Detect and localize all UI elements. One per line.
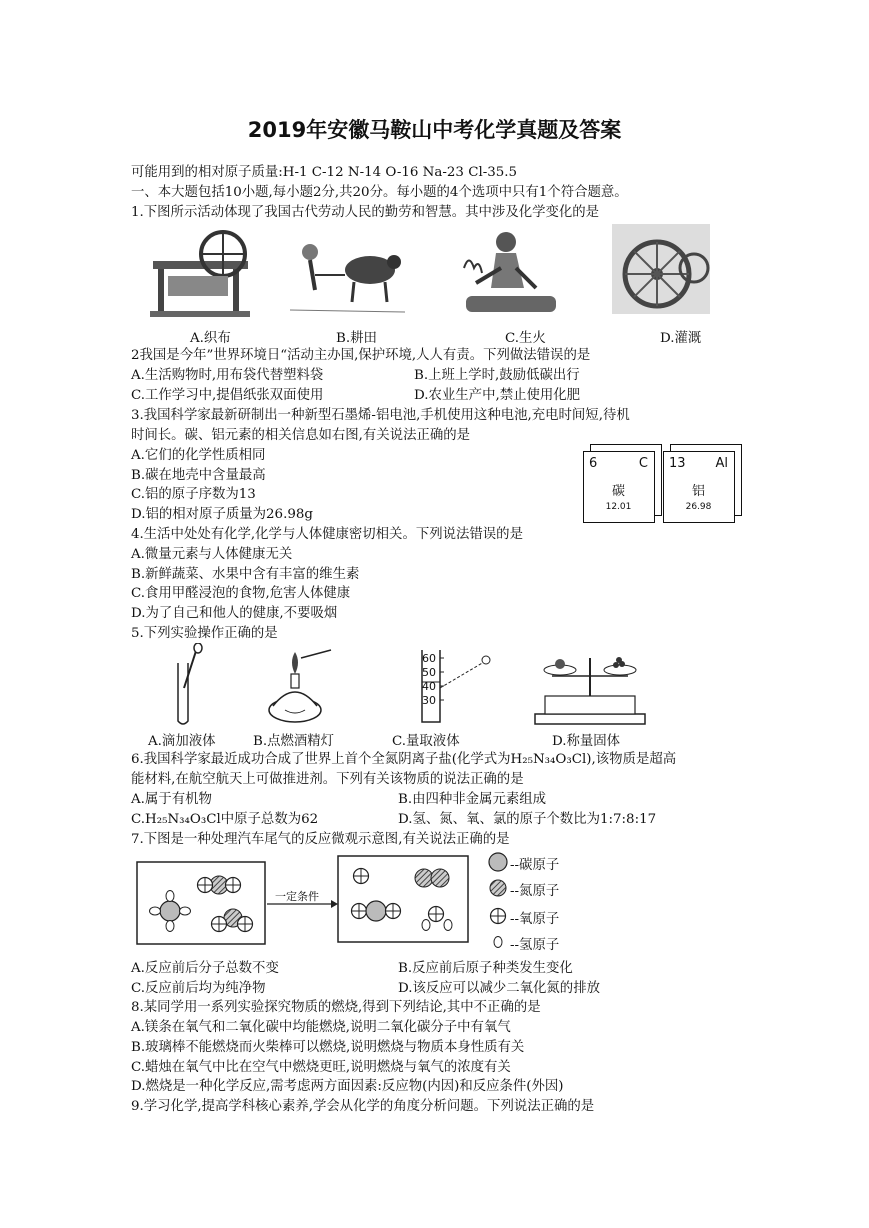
question-9: 9.学习化学,提高学科核心素养,学会从化学的角度分析问题。下列说法正确的是 (131, 1099, 595, 1114)
q5-caption-d: D.称量固体 (552, 734, 621, 749)
q6-option-c: C.H₂₅N₃₄O₃Cl中原子总数为62 (131, 812, 319, 827)
legend-oxygen: --氧原子 (510, 912, 560, 927)
q4-option-a: A.微量元素与人体健康无关 (131, 547, 293, 562)
cylinder-tick-50: 50 (422, 666, 436, 679)
question-1: 1.下图所示活动体现了我国古代劳动人民的勤劳和智慧。其中涉及化学变化的是 (131, 205, 600, 220)
q4-option-b: B.新鲜蔬菜、水果中含有丰富的维生素 (131, 567, 360, 582)
cylinder-tick-60: 60 (422, 652, 436, 665)
q6-option-b: B.由四种非金属元素组成 (398, 792, 547, 807)
cylinder-tick-30: 30 (422, 694, 436, 707)
aluminum-symbol: Al (715, 456, 728, 471)
hydrogen-atom-icon (494, 937, 502, 948)
q3-option-d: D.铝的相对原子质量为26.98g (131, 507, 313, 522)
question-8: 8.某同学用一系列实验探究物质的燃烧,得到下列结论,其中不正确的是 (131, 1000, 541, 1015)
q8-option-d: D.燃烧是一种化学反应,需考虑两方面因素:反应物(内因)和反应条件(外因) (131, 1079, 564, 1094)
q6-option-d: D.氢、氮、氧、氯的原子个数比为1:7:8:17 (398, 812, 657, 827)
question-2: 2我国是今年”世界环境日“活动主办国,保护环境,人人有责。下列做法错误的是 (131, 348, 591, 363)
carbon-number: 6 (589, 456, 598, 471)
alcohol-lamp-image (265, 648, 335, 728)
q4-option-d: D.为了自己和他人的健康,不要吸烟 (131, 606, 338, 621)
dropper-test-tube-image (170, 643, 210, 728)
question-3: 3.我国科学家最新研制出一种新型石墨烯-铝电池,手机使用这种电池,充电时间短,待机 (131, 408, 630, 423)
q1-caption-c: C.生火 (505, 331, 546, 346)
carbon-atom-icon (489, 853, 507, 871)
question-5: 5.下列实验操作正确的是 (131, 626, 278, 641)
q1-caption-d: D.灌溉 (660, 331, 702, 346)
q6-option-a: A.属于有机物 (131, 792, 212, 807)
section-heading: 一、本大题包括10小题,每小题2分,共20分。每小题的4个选项中只有1个符合题意。 (131, 185, 628, 200)
legend-hydrogen: --氢原子 (510, 938, 560, 953)
aluminum-name: 铝 (691, 484, 705, 499)
aluminum-mass: 26.98 (685, 502, 712, 512)
question-6-cont: 能材料,在航空航天上可做推进剂。下列有关该物质的说法正确的是 (131, 772, 524, 787)
carbon-mass: 12.01 (605, 502, 632, 512)
page-title: 2019年安徽马鞍山中考化学真题及答案 (247, 118, 622, 142)
q5-caption-a: A.滴加液体 (148, 734, 216, 749)
q1-caption-a: A.织布 (190, 331, 231, 346)
cylinder-tick-40: 40 (422, 680, 436, 693)
carbon-element-box (583, 451, 655, 523)
legend-nitrogen: --氮原子 (510, 884, 560, 899)
q3-option-b: B.碳在地壳中含量最高 (131, 468, 266, 483)
q7-option-c: C.反应前后均为纯净物 (131, 981, 266, 996)
q8-option-b: B.玻璃棒不能燃烧而火柴棒可以燃烧,说明燃烧与物质本身性质有关 (131, 1040, 525, 1055)
q2-option-d: D.农业生产中,禁止使用化肥 (414, 388, 581, 403)
q8-option-a: A.镁条在氧气和二氧化碳中均能燃烧,说明二氧化碳分子中有氧气 (131, 1020, 511, 1035)
q3-option-a: A.它们的化学性质相同 (131, 448, 266, 463)
fire-making-image (456, 228, 566, 323)
q7-option-b: B.反应前后原子种类发生变化 (398, 961, 573, 976)
weaving-loom-image (148, 226, 258, 321)
question-7: 7.下图是一种处理汽车尾气的反应微观示意图,有关说法正确的是 (131, 832, 510, 847)
q2-option-a: A.生活购物时,用布袋代替塑料袋 (131, 368, 324, 383)
q5-caption-b: B.点燃酒精灯 (253, 734, 335, 749)
q2-option-c: C.工作学习中,提倡纸张双面使用 (131, 388, 324, 403)
nitrogen-atom-icon (490, 880, 506, 896)
legend-symbols (485, 851, 511, 951)
q3-option-c: C.铝的原子序数为13 (131, 487, 256, 502)
q7-option-a: A.反应前后分子总数不变 (131, 961, 279, 976)
q7-option-d: D.该反应可以减少二氧化氮的排放 (398, 981, 600, 996)
aluminum-element-box (663, 451, 735, 523)
q5-caption-c: C.量取液体 (392, 734, 460, 749)
oxygen-atom-icon (491, 909, 506, 924)
aluminum-number: 13 (669, 456, 686, 471)
plowing-image (290, 230, 405, 320)
question-6: 6.我国科学家最近成功合成了世界上首个全氮阴离子盐(化学式为H₂₅N₃₄O₃Cl),该物质是超高 (131, 752, 677, 767)
reaction-condition: 一定条件 (275, 890, 319, 903)
q2-option-b: B.上班上学时,鼓励低碳出行 (414, 368, 580, 383)
question-4: 4.生活中处处有化学,化学与人体健康密切相关。下列说法错误的是 (131, 527, 523, 542)
balance-scale-image (530, 648, 650, 728)
atomic-masses: 可能用到的相对原子质量:H-1 C-12 N-14 O-16 Na-23 Cl-35.5 (131, 165, 518, 180)
irrigation-waterwheel-image (612, 224, 710, 314)
carbon-symbol: C (638, 456, 648, 471)
q4-option-c: C.食用甲醛浸泡的食物,危害人体健康 (131, 586, 351, 601)
legend-carbon: --碳原子 (510, 858, 560, 873)
q1-caption-b: B.耕田 (336, 331, 377, 346)
question-3-cont: 时间长。碳、铝元素的相关信息如右图,有关说法正确的是 (131, 428, 471, 443)
q8-option-c: C.蜡烛在氧气中比在空气中燃烧更旺,说明燃烧与氧气的浓度有关 (131, 1060, 511, 1075)
carbon-name: 碳 (611, 484, 625, 499)
